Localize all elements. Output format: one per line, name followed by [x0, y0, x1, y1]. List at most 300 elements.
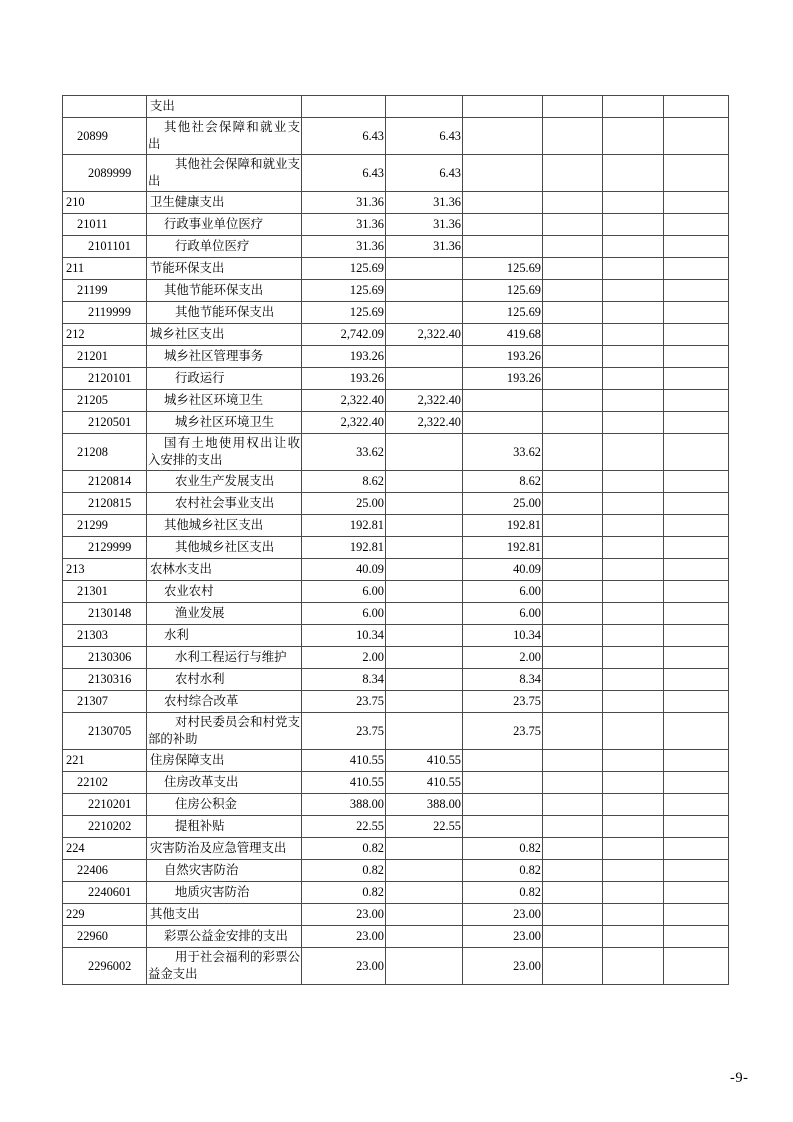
amount-cell-1: 192.81	[302, 515, 386, 537]
amount-cell-1: 31.36	[302, 236, 386, 258]
extra-cell-3	[664, 713, 729, 750]
table-row	[63, 390, 729, 412]
extra-cell-2	[603, 515, 664, 537]
code-cell: 21301	[63, 581, 147, 603]
extra-cell-1	[543, 904, 603, 926]
amount-cell-2: 2,322.40	[386, 390, 463, 412]
extra-cell-2	[603, 192, 664, 214]
extra-cell-1	[543, 280, 603, 302]
amount-cell-1: 125.69	[302, 302, 386, 324]
code-cell: 2130148	[63, 603, 147, 625]
amount-cell-1: 2.00	[302, 647, 386, 669]
name-cell: 行政运行	[147, 368, 302, 390]
extra-cell-2	[603, 280, 664, 302]
amount-cell-2	[386, 603, 463, 625]
extra-cell-3	[664, 750, 729, 772]
table-row	[63, 258, 729, 280]
amount-cell-1: 33.62	[302, 434, 386, 471]
amount-cell-3: 8.34	[463, 669, 543, 691]
code-cell: 22102	[63, 772, 147, 794]
extra-cell-3	[664, 236, 729, 258]
name-cell: 城乡社区管理事务	[147, 346, 302, 368]
extra-cell-2	[603, 603, 664, 625]
amount-cell-3	[463, 214, 543, 236]
table-row	[63, 155, 729, 192]
extra-cell-1	[543, 118, 603, 155]
budget-table	[62, 95, 729, 985]
code-cell: 22406	[63, 860, 147, 882]
code-cell: 21299	[63, 515, 147, 537]
name-cell: 农村综合改革	[147, 691, 302, 713]
amount-cell-1: 192.81	[302, 537, 386, 559]
extra-cell-3	[664, 647, 729, 669]
amount-cell-1: 23.75	[302, 713, 386, 750]
extra-cell-2	[603, 493, 664, 515]
name-cell: 其他社会保障和就业支出	[147, 118, 302, 155]
budget-table-body	[63, 96, 729, 985]
extra-cell-1	[543, 302, 603, 324]
amount-cell-2	[386, 669, 463, 691]
amount-cell-2: 410.55	[386, 772, 463, 794]
amount-cell-2	[386, 860, 463, 882]
extra-cell-3	[664, 258, 729, 280]
extra-cell-1	[543, 926, 603, 948]
code-cell: 2210201	[63, 794, 147, 816]
extra-cell-3	[664, 669, 729, 691]
extra-cell-1	[543, 581, 603, 603]
extra-cell-2	[603, 559, 664, 581]
code-cell: 21307	[63, 691, 147, 713]
extra-cell-3	[664, 581, 729, 603]
extra-cell-3	[664, 192, 729, 214]
table-row	[63, 515, 729, 537]
code-cell: 2129999	[63, 537, 147, 559]
code-cell: 2130316	[63, 669, 147, 691]
extra-cell-1	[543, 772, 603, 794]
name-cell: 支出	[147, 96, 302, 118]
extra-cell-1	[543, 493, 603, 515]
extra-cell-3	[664, 603, 729, 625]
name-cell: 农林水支出	[147, 559, 302, 581]
amount-cell-1: 2,322.40	[302, 390, 386, 412]
amount-cell-2	[386, 493, 463, 515]
name-cell: 其他社会保障和就业支出	[147, 155, 302, 192]
amount-cell-2	[386, 625, 463, 647]
code-cell: 2130306	[63, 647, 147, 669]
page-number: -9-	[730, 1070, 749, 1086]
amount-cell-3: 193.26	[463, 346, 543, 368]
name-cell: 住房公积金	[147, 794, 302, 816]
amount-cell-2	[386, 302, 463, 324]
amount-cell-1: 10.34	[302, 625, 386, 647]
extra-cell-3	[664, 155, 729, 192]
extra-cell-2	[603, 882, 664, 904]
extra-cell-2	[603, 926, 664, 948]
table-row	[63, 669, 729, 691]
name-cell: 其他支出	[147, 904, 302, 926]
name-cell: 其他节能环保支出	[147, 280, 302, 302]
code-cell: 22960	[63, 926, 147, 948]
table-row	[63, 750, 729, 772]
amount-cell-3	[463, 96, 543, 118]
table-row	[63, 860, 729, 882]
amount-cell-3	[463, 390, 543, 412]
amount-cell-2	[386, 948, 463, 985]
code-cell: 2210202	[63, 816, 147, 838]
amount-cell-3: 125.69	[463, 258, 543, 280]
code-cell: 2130705	[63, 713, 147, 750]
extra-cell-2	[603, 948, 664, 985]
extra-cell-3	[664, 860, 729, 882]
amount-cell-3: 23.00	[463, 948, 543, 985]
extra-cell-2	[603, 118, 664, 155]
extra-cell-2	[603, 302, 664, 324]
extra-cell-1	[543, 603, 603, 625]
extra-cell-1	[543, 390, 603, 412]
table-row	[63, 493, 729, 515]
extra-cell-2	[603, 816, 664, 838]
name-cell: 住房改革支出	[147, 772, 302, 794]
amount-cell-2	[386, 434, 463, 471]
extra-cell-3	[664, 412, 729, 434]
extra-cell-1	[543, 155, 603, 192]
extra-cell-2	[603, 471, 664, 493]
table-row	[63, 882, 729, 904]
name-cell: 城乡社区环境卫生	[147, 390, 302, 412]
extra-cell-2	[603, 346, 664, 368]
amount-cell-3: 33.62	[463, 434, 543, 471]
extra-cell-2	[603, 772, 664, 794]
table-row	[63, 236, 729, 258]
amount-cell-2	[386, 647, 463, 669]
amount-cell-1: 25.00	[302, 493, 386, 515]
extra-cell-1	[543, 258, 603, 280]
code-cell: 2240601	[63, 882, 147, 904]
extra-cell-3	[664, 471, 729, 493]
extra-cell-2	[603, 691, 664, 713]
extra-cell-1	[543, 471, 603, 493]
table-row	[63, 713, 729, 750]
extra-cell-3	[664, 816, 729, 838]
amount-cell-1: 8.62	[302, 471, 386, 493]
code-cell: 2120501	[63, 412, 147, 434]
amount-cell-3: 0.82	[463, 860, 543, 882]
extra-cell-1	[543, 816, 603, 838]
amount-cell-2: 31.36	[386, 192, 463, 214]
amount-cell-1: 410.55	[302, 750, 386, 772]
code-cell	[63, 96, 147, 118]
amount-cell-1: 125.69	[302, 280, 386, 302]
amount-cell-1: 193.26	[302, 346, 386, 368]
amount-cell-2	[386, 515, 463, 537]
table-row	[63, 118, 729, 155]
amount-cell-2: 6.43	[386, 118, 463, 155]
amount-cell-2	[386, 838, 463, 860]
extra-cell-1	[543, 515, 603, 537]
table-row	[63, 838, 729, 860]
extra-cell-1	[543, 236, 603, 258]
amount-cell-3	[463, 118, 543, 155]
code-cell: 21303	[63, 625, 147, 647]
extra-cell-1	[543, 625, 603, 647]
extra-cell-3	[664, 772, 729, 794]
extra-cell-3	[664, 926, 729, 948]
amount-cell-2: 2,322.40	[386, 412, 463, 434]
extra-cell-1	[543, 537, 603, 559]
extra-cell-3	[664, 559, 729, 581]
table-row	[63, 647, 729, 669]
table-row	[63, 192, 729, 214]
table-row	[63, 948, 729, 985]
amount-cell-3: 6.00	[463, 581, 543, 603]
extra-cell-1	[543, 434, 603, 471]
amount-cell-3	[463, 236, 543, 258]
extra-cell-3	[664, 214, 729, 236]
amount-cell-3: 6.00	[463, 603, 543, 625]
name-cell: 灾害防治及应急管理支出	[147, 838, 302, 860]
extra-cell-3	[664, 948, 729, 985]
extra-cell-1	[543, 713, 603, 750]
name-cell: 其他城乡社区支出	[147, 537, 302, 559]
name-cell: 用于社会福利的彩票公益金支出	[147, 948, 302, 985]
extra-cell-2	[603, 155, 664, 192]
amount-cell-1: 22.55	[302, 816, 386, 838]
amount-cell-3: 192.81	[463, 515, 543, 537]
table-row	[63, 96, 729, 118]
amount-cell-2	[386, 882, 463, 904]
extra-cell-3	[664, 118, 729, 155]
amount-cell-3: 125.69	[463, 280, 543, 302]
code-cell: 2101101	[63, 236, 147, 258]
amount-cell-2	[386, 96, 463, 118]
table-row	[63, 772, 729, 794]
table-row	[63, 302, 729, 324]
extra-cell-1	[543, 324, 603, 346]
amount-cell-3: 23.75	[463, 691, 543, 713]
code-cell: 213	[63, 559, 147, 581]
amount-cell-3: 23.00	[463, 904, 543, 926]
amount-cell-2	[386, 691, 463, 713]
amount-cell-1: 40.09	[302, 559, 386, 581]
amount-cell-2	[386, 368, 463, 390]
code-cell: 21199	[63, 280, 147, 302]
code-cell: 21201	[63, 346, 147, 368]
amount-cell-3: 23.75	[463, 713, 543, 750]
name-cell: 城乡社区环境卫生	[147, 412, 302, 434]
amount-cell-1: 23.00	[302, 904, 386, 926]
extra-cell-2	[603, 750, 664, 772]
code-cell: 212	[63, 324, 147, 346]
name-cell: 地质灾害防治	[147, 882, 302, 904]
amount-cell-1: 2,742.09	[302, 324, 386, 346]
amount-cell-1: 23.00	[302, 948, 386, 985]
extra-cell-3	[664, 493, 729, 515]
extra-cell-2	[603, 860, 664, 882]
code-cell: 221	[63, 750, 147, 772]
amount-cell-3: 192.81	[463, 537, 543, 559]
name-cell: 卫生健康支出	[147, 192, 302, 214]
extra-cell-3	[664, 794, 729, 816]
table-row	[63, 214, 729, 236]
extra-cell-1	[543, 860, 603, 882]
extra-cell-2	[603, 647, 664, 669]
amount-cell-2	[386, 537, 463, 559]
amount-cell-3	[463, 816, 543, 838]
table-row	[63, 625, 729, 647]
amount-cell-1: 125.69	[302, 258, 386, 280]
code-cell: 224	[63, 838, 147, 860]
amount-cell-3	[463, 772, 543, 794]
amount-cell-2: 22.55	[386, 816, 463, 838]
extra-cell-3	[664, 368, 729, 390]
table-row	[63, 603, 729, 625]
amount-cell-3: 419.68	[463, 324, 543, 346]
extra-cell-1	[543, 647, 603, 669]
code-cell: 2089999	[63, 155, 147, 192]
table-row	[63, 346, 729, 368]
amount-cell-2	[386, 471, 463, 493]
amount-cell-1: 0.82	[302, 882, 386, 904]
amount-cell-2: 31.36	[386, 214, 463, 236]
amount-cell-2	[386, 713, 463, 750]
extra-cell-2	[603, 713, 664, 750]
amount-cell-3: 2.00	[463, 647, 543, 669]
code-cell: 21205	[63, 390, 147, 412]
code-cell: 21011	[63, 214, 147, 236]
table-row	[63, 794, 729, 816]
amount-cell-3	[463, 412, 543, 434]
amount-cell-2: 410.55	[386, 750, 463, 772]
extra-cell-2	[603, 537, 664, 559]
amount-cell-3: 25.00	[463, 493, 543, 515]
amount-cell-1: 23.00	[302, 926, 386, 948]
extra-cell-2	[603, 324, 664, 346]
amount-cell-2	[386, 904, 463, 926]
extra-cell-3	[664, 625, 729, 647]
amount-cell-1: 410.55	[302, 772, 386, 794]
amount-cell-3: 0.82	[463, 882, 543, 904]
amount-cell-3	[463, 155, 543, 192]
amount-cell-1: 8.34	[302, 669, 386, 691]
table-row	[63, 434, 729, 471]
extra-cell-1	[543, 750, 603, 772]
extra-cell-1	[543, 691, 603, 713]
amount-cell-3: 193.26	[463, 368, 543, 390]
extra-cell-1	[543, 96, 603, 118]
code-cell: 2120101	[63, 368, 147, 390]
amount-cell-1: 193.26	[302, 368, 386, 390]
amount-cell-3: 23.00	[463, 926, 543, 948]
extra-cell-2	[603, 794, 664, 816]
extra-cell-2	[603, 581, 664, 603]
name-cell: 住房保障支出	[147, 750, 302, 772]
extra-cell-2	[603, 96, 664, 118]
extra-cell-3	[664, 434, 729, 471]
code-cell: 2120815	[63, 493, 147, 515]
code-cell: 2296002	[63, 948, 147, 985]
code-cell: 210	[63, 192, 147, 214]
amount-cell-2	[386, 926, 463, 948]
name-cell: 对村民委员会和村党支部的补助	[147, 713, 302, 750]
extra-cell-3	[664, 324, 729, 346]
amount-cell-1: 388.00	[302, 794, 386, 816]
extra-cell-1	[543, 192, 603, 214]
name-cell: 水利	[147, 625, 302, 647]
extra-cell-2	[603, 368, 664, 390]
name-cell: 农村社会事业支出	[147, 493, 302, 515]
amount-cell-2	[386, 280, 463, 302]
extra-cell-1	[543, 559, 603, 581]
table-row	[63, 559, 729, 581]
extra-cell-3	[664, 882, 729, 904]
extra-cell-3	[664, 302, 729, 324]
amount-cell-2: 2,322.40	[386, 324, 463, 346]
name-cell: 节能环保支出	[147, 258, 302, 280]
code-cell: 20899	[63, 118, 147, 155]
amount-cell-3: 10.34	[463, 625, 543, 647]
extra-cell-3	[664, 904, 729, 926]
amount-cell-1: 23.75	[302, 691, 386, 713]
name-cell: 行政单位医疗	[147, 236, 302, 258]
table-row	[63, 471, 729, 493]
table-row	[63, 904, 729, 926]
amount-cell-1: 31.36	[302, 192, 386, 214]
table-row	[63, 926, 729, 948]
amount-cell-2: 6.43	[386, 155, 463, 192]
table-row	[63, 280, 729, 302]
name-cell: 渔业发展	[147, 603, 302, 625]
amount-cell-2	[386, 346, 463, 368]
extra-cell-2	[603, 390, 664, 412]
extra-cell-2	[603, 669, 664, 691]
extra-cell-3	[664, 346, 729, 368]
amount-cell-2: 31.36	[386, 236, 463, 258]
code-cell: 2120814	[63, 471, 147, 493]
amount-cell-1	[302, 96, 386, 118]
extra-cell-2	[603, 258, 664, 280]
table-row	[63, 816, 729, 838]
amount-cell-1: 0.82	[302, 860, 386, 882]
amount-cell-2: 388.00	[386, 794, 463, 816]
amount-cell-3: 40.09	[463, 559, 543, 581]
amount-cell-1: 6.00	[302, 581, 386, 603]
amount-cell-3	[463, 794, 543, 816]
extra-cell-2	[603, 625, 664, 647]
code-cell: 229	[63, 904, 147, 926]
amount-cell-1: 6.00	[302, 603, 386, 625]
extra-cell-3	[664, 691, 729, 713]
extra-cell-1	[543, 368, 603, 390]
extra-cell-1	[543, 838, 603, 860]
extra-cell-1	[543, 412, 603, 434]
extra-cell-2	[603, 412, 664, 434]
name-cell: 农业农村	[147, 581, 302, 603]
extra-cell-3	[664, 515, 729, 537]
amount-cell-2	[386, 581, 463, 603]
amount-cell-2	[386, 559, 463, 581]
name-cell: 其他城乡社区支出	[147, 515, 302, 537]
code-cell: 2119999	[63, 302, 147, 324]
extra-cell-3	[664, 537, 729, 559]
amount-cell-1: 31.36	[302, 214, 386, 236]
name-cell: 农村水利	[147, 669, 302, 691]
extra-cell-1	[543, 794, 603, 816]
extra-cell-2	[603, 236, 664, 258]
table-row	[63, 691, 729, 713]
name-cell: 城乡社区支出	[147, 324, 302, 346]
name-cell: 行政事业单位医疗	[147, 214, 302, 236]
name-cell: 自然灾害防治	[147, 860, 302, 882]
